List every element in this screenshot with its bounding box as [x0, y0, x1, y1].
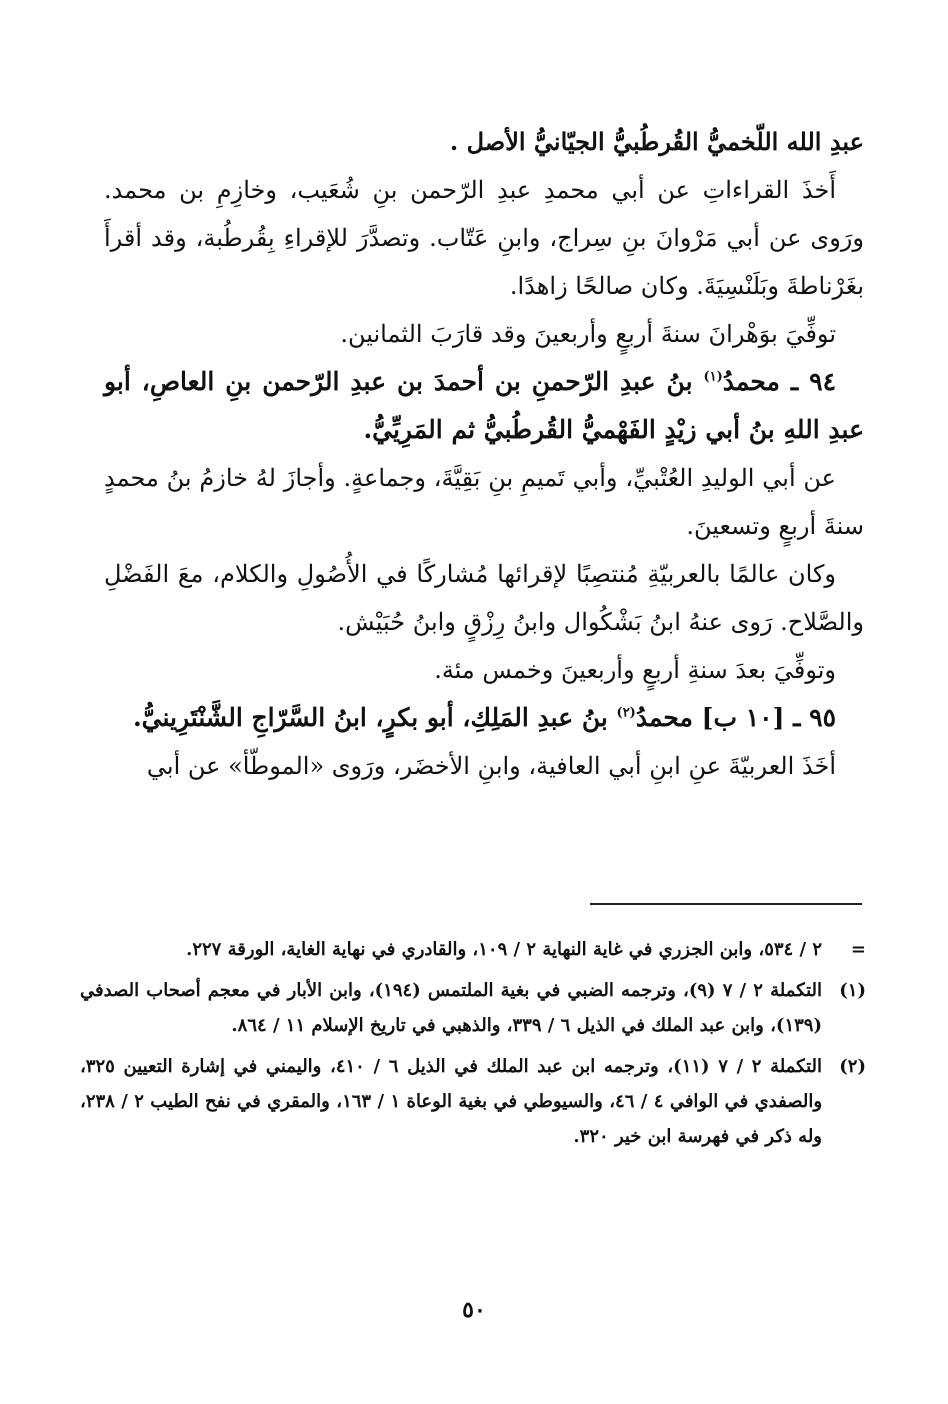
- paragraph: وكان عالمًا بالعربيّةِ مُنتصِبًا لإقرائها مُشاركًا في الأُصُولِ والكلام، معَ الفَضْلِ والصَّلاح. رَوى عنهُ ابنُ بَشْكُوال وابنُ رِزْقٍ وابنُ حُبَيْش.: [104, 560, 864, 636]
- paragraph: عن أبي الوليدِ العُتْبيِّ، وأبي تَميمِ بنِ بَقِيَّةَ، وجماعةٍ. وأجازَ لهُ خازمُ بنُ محمدٍ سنةَ أربعٍ وتسعينَ.: [104, 464, 864, 540]
- footnote-mark: (٢): [839, 1056, 866, 1077]
- entry-name: بنُ عبدِ المَلِكِ، أبو بكرٍ، ابنُ السَّرّاجِ الشَّنْتَرِينيُّ.: [132, 703, 608, 732]
- entry-number: ٩٥ ـ [١٠ ب] محمدُ: [635, 703, 836, 732]
- footnote-text: التكملة ٢ / ٧ (١١)، وترجمه ابن عبد الملك في الذيل ٦ / ٤١٠، واليمني في إشارة التعيين ٣٢٥، والصفدي في الوافي ٤ / ٤٦، والسيوطي في بغية الوعاة ١ / ١٦٣، والمقري في نفح الطيب ٢ / ٢٣٨، وله ذكر في فهرسة ابن خير ٣٢٠.: [80, 1056, 823, 1147]
- footnote: [80, 1049, 866, 1154]
- paragraph: وتوفِّيَ بعدَ سنةِ أربعٍ وأربعينَ وخمس مئة.: [434, 656, 836, 684]
- paragraph: أخَذَ العربيّةَ عنِ ابنِ أبي العافية، وابنِ الأخضَر، ورَوى «الموطّأ» عن أبي: [146, 752, 836, 780]
- footnote-mark: =: [850, 939, 866, 960]
- paragraph: أَخذَ القراءاتِ عن أبي محمدِ عبدِ الرّحمن بنِ شُعَيب، وخازِمِ بن محمد. ورَوى عن أبي مَرْوانَ بنِ سِراج، وابنِ عَتّاب. وتصدَّرَ للإقراءِ بِقُرطُبة، وقد أقرأَ بغَرْناطةَ وبَلَنْسِيَةَ. وكان صالحًا زاهدًا.: [104, 176, 864, 300]
- entry-heading-95: [104, 694, 864, 742]
- entry-heading-94: [104, 358, 864, 454]
- footnote-text: التكملة ٢ / ٧ (٩)، وترجمه الضبي في بغية الملتمس (١٩٤)، وابن الأبار في معجم أصحاب الصدفي (١٣٩)، وابن عبد الملك في الذيل ٦ / ٣٣٩، والذهبي في تاريخ الإسلام ١١ / ٨٦٤.: [80, 980, 823, 1036]
- footnote-text: ٢ / ٥٣٤، وابن الجزري في غاية النهاية ٢ / ١٠٩، والقادري في نهاية الغاية، الورقة ٢٢٧.: [186, 939, 822, 960]
- footnote: [80, 932, 866, 967]
- footnote-mark: (١): [839, 980, 866, 1001]
- main-text: [104, 118, 864, 790]
- page-number: ٥٠: [462, 1297, 486, 1323]
- entry-number: ٩٤ ـ محمدُ: [722, 367, 836, 396]
- footnote-reference: (١): [703, 369, 723, 385]
- footnote-reference: (٢): [616, 705, 636, 721]
- entry-name: بنُ عبدِ الرّحمنِ بن أحمدَ بن عبدِ الرّحمن بنِ العاصِ، أبو عبدِ اللهِ بنُ أبي زيْدٍ الفَهْميُّ القُرطُبيُّ ثم المَرِيِّيُّ.: [104, 367, 864, 444]
- footnote-separator: [590, 903, 862, 905]
- footnotes: [80, 932, 866, 1160]
- footnote: [80, 973, 866, 1043]
- entry-continuation-line: عبدِ الله اللّخميُّ القُرطُبيُّ الجيّانيُّ الأصل .: [449, 127, 864, 156]
- paragraph: توفِّيَ بوَهْرانَ سنةَ أربعٍ وأربعينَ وقد قارَبَ الثمانين.: [340, 320, 836, 348]
